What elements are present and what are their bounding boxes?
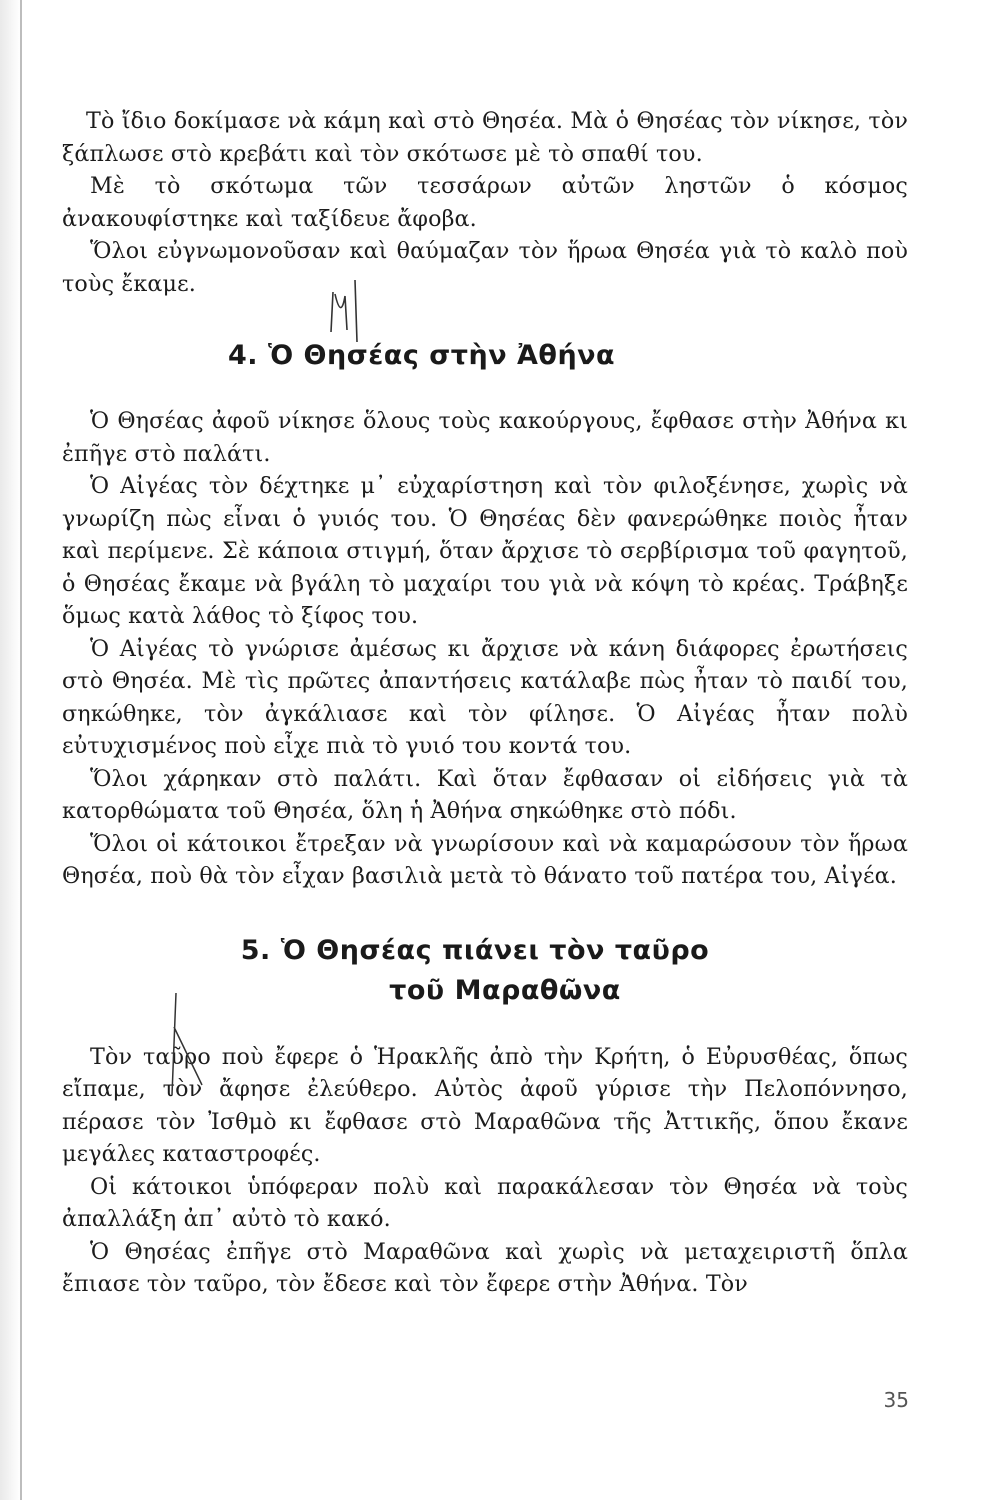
section-5-heading-line-1: 5. Ὁ Θησέας πιάνει τὸν ταῦρο [240, 934, 710, 966]
section-4-paragraph-5: Ὅλοι οἱ κάτοικοι ἔτρεξαν νὰ γνωρίσουν καὶ νὰ καμαρώσουν τὸν ἥρωα Θησέα, ποὺ θὰ τὸν εἶχαν βασιλιὰ μετὰ τὸ θάνατο τοῦ πατέρα του, Αἰγέα. [62, 830, 908, 889]
section-4-paragraph-2: Ὁ Αἰγέας τὸν δέχτηκε μ᾽ εὐχαρίστηση καὶ τὸν φιλοξένησε, χωρὶς νὰ γνωρίζη πὼς εἶναι ὁ γυιός του. Ὁ Θησέας δὲν φανερώθηκε ποιὸς ἦταν καὶ περίμενε. Σὲ κάποια στιγμή, ὅταν ἄρχισε τὸ σερβίρισμα τοῦ φαγητοῦ, ὁ Θησέας ἔκαμε νὰ βγάλη τὸ μαχαίρι του γιὰ νὰ κόψη τὸ κρέας. Τράβηξε ὅμως κατὰ λάθος τὸ ξίφος του. [62, 473, 908, 629]
page-number: 35 [883, 1388, 909, 1412]
intro-paragraph-1: Τὸ ἴδιο δοκίμασε νὰ κάμη καὶ στὸ Θησέα. Μὰ ὁ Θησέας τὸν νίκησε, τὸν ξάπλωσε στὸ κρεβάτι καὶ τὸν σκότωσε μὲ τὸ σπαθί του. [62, 108, 908, 167]
intro-paragraph-3: Ὅλοι εὐγνωμονοῦσαν καὶ θαύμαζαν τὸν ἥρωα Θησέα γιὰ τὸ καλὸ ποὺ τοὺς ἔκαμε. [62, 238, 908, 297]
page-gutter-line [20, 0, 22, 1500]
section-5-paragraph-2: Οἱ κάτοικοι ὑπόφεραν πολὺ καὶ παρακάλεσαν τὸν Θησέα νὰ τοὺς ἀπαλλάξη ἀπ᾽ αὐτὸ τὸ κακό. [62, 1173, 908, 1232]
section-4-paragraph-4: Ὅλοι χάρηκαν στὸ παλάτι. Καὶ ὅταν ἔφθασαν οἱ εἰδήσεις γιὰ τὰ κατορθώματα τοῦ Θησέα, ὅλη ἡ Ἀθήνα σηκώθηκε στὸ πόδι. [62, 765, 908, 824]
section-5-paragraph-3: Ὁ Θησέας ἐπῆγε στὸ Μαραθῶνα καὶ χωρὶς νὰ μεταχειριστῆ ὅπλα ἔπιασε τὸν ταῦρο, τὸν ἔδεσε καὶ τὸν ἔφερε στὴν Ἀθήνα. Τὸν [62, 1238, 908, 1297]
section-5-heading-line-2: τοῦ Μαραθῶνα [389, 974, 621, 1006]
section-4-paragraph-1: Ὁ Θησέας ἀφοῦ νίκησε ὅλους τοὺς κακούργους, ἔφθασε στὴν Ἀθήνα κι ἐπῆγε στὸ παλάτι. [62, 408, 908, 467]
handwritten-mark-m [325, 272, 375, 344]
intro-paragraph-2: Μὲ τὸ σκότωμα τῶν τεσσάρων αὐτῶν ληστῶν ὁ κόσμος ἀνακουφίστηκε καὶ ταξίδευε ἄφοβα. [62, 173, 908, 232]
page-gutter-shadow [0, 0, 20, 1500]
section-5-paragraph-1: Τὸν ταῦρο ποὺ ἔφερε ὁ Ἡρακλῆς ἀπὸ τὴν Κρήτη, ὁ Εὐρυσθέας, ὅπως εἴπαμε, τὸν ἄφησε ἐλεύθερο. Αὐτὸς ἀφοῦ γύρισε τὴν Πελοπόννησο, πέρασε τὸν Ἰσθμὸ κι ἔφθασε στὸ Μαραθῶνα τῆς Ἀττικῆς, ὅπου ἔκανε μεγάλες καταστροφές. [62, 1043, 908, 1167]
section-4-paragraph-3: Ὁ Αἰγέας τὸ γνώρισε ἀμέσως κι ἄρχισε νὰ κάνη διάφορες ἐρωτήσεις στὸ Θησέα. Μὲ τὶς πρῶτες ἀπαντήσεις κατάλαβε πὼς ἦταν τὸ παιδί του, σηκώθηκε, τὸν ἀγκάλιασε καὶ τὸν φίλησε. Ὁ Αἰγέας ἦταν πολὺ εὐτυχισμένος ποὺ εἶχε πιὰ τὸ γυιό του κοντά του. [62, 635, 908, 759]
handwritten-cross-mark [162, 985, 212, 1097]
page-body [62, 105, 908, 1301]
section-4-heading: 4. Ὁ Θησέας στὴν Ἀθήνα [228, 340, 616, 371]
